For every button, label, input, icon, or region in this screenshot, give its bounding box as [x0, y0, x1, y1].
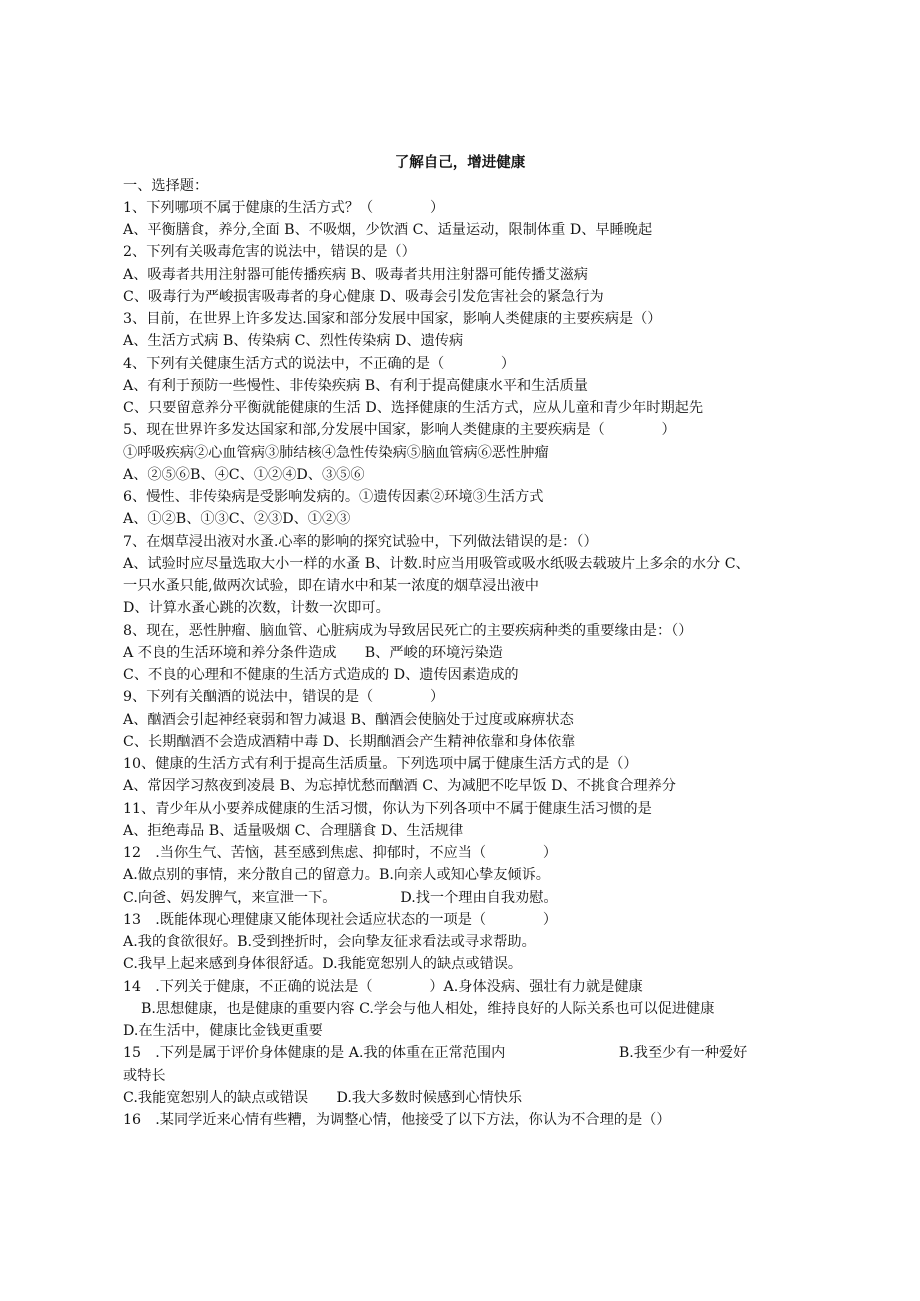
question-9-options-ab: A、酗酒会引起神经衰弱和智力减退 B、酗酒会使脑处于过度或麻痹状态: [123, 712, 574, 728]
question-14: 14 .下列关于健康，不正确的说法是（ ）A.身体没病、强壮有力就是健康: [123, 979, 643, 995]
question-13: 13 .既能体现心理健康又能体现社会适应状态的一项是（ ）: [123, 912, 558, 928]
question-15-options-cd: C.我能宽恕别人的缺点或错误 D.我大多数时候感到心情快乐: [123, 1090, 523, 1106]
question-2-options-cd: C、吸毒行为严峻损害吸毒者的身心健康 D、吸毒会引发危害社会的紧急行为: [123, 289, 604, 305]
question-12-options-ab: A.做点别的事情，来分散自己的留意力。B.向亲人或知心挚友倾诉。: [123, 867, 550, 883]
question-9: 9、下列有关酗酒的说法中，错误的是（ ）: [123, 689, 445, 705]
question-14-options-bc: B.思想健康，也是健康的重要内容 C.学会与他人相处，维持良好的人际关系也可以促进健康: [141, 1001, 715, 1017]
question-12-options-cd: C.向爸、妈发脾气，来宣泄一下。 D.找一个理由自我劝慰。: [123, 890, 558, 906]
question-13-options-ab: A.我的食欲很好。B.受到挫折时，会向挚友征求看法或寻求帮助。: [123, 934, 536, 950]
question-3-options: A、生活方式病 B、传染病 C、烈性传染病 D、遗传病: [123, 333, 464, 349]
question-2-options-ab: A、吸毒者共用注射器可能传播疾病 B、吸毒者共用注射器可能传播艾滋病: [123, 267, 588, 283]
question-4: 4、下列有关健康生活方式的说法中，不正确的是（ ）: [123, 356, 516, 372]
question-8-options-cd: C、不良的心理和不健康的生活方式造成的 D、遗传因素造成的: [123, 667, 519, 683]
question-3: 3、目前，在世界上许多发达.国家和部分发展中国家，影响人类健康的主要疾病是（）: [123, 311, 662, 327]
document-title: 了解自己，增进健康: [394, 155, 526, 171]
question-6-options: A、①②B、①③C、②③D、①②③: [123, 511, 351, 527]
question-1-options: A、平衡膳食，养分,全面 B、不吸烟，少饮酒 C、适量运动，限制体重 D、早睡晚起: [123, 222, 653, 238]
question-7-options-c: 一只水蚤只能,做两次试验，即在请水中和某一浓度的烟草浸出液中: [123, 578, 539, 594]
question-14-options-d: D.在生活中，健康比金钱更重要: [123, 1023, 323, 1039]
question-15: 15 .下列是属于评价身体健康的是 A.我的体重在正常范围内 B.我至少有一种爱好: [123, 1045, 748, 1061]
question-9-options-cd: C、长期酗酒不会造成酒精中毒 D、长期酗酒会产生精神依靠和身体依靠: [123, 734, 576, 750]
question-10-options: A、常因学习熬夜到凌晨 B、为忘掉忧愁而酗酒 C、为减肥不吃早饭 D、不挑食合理养分: [123, 778, 676, 794]
question-15-continued: 或特长: [123, 1068, 166, 1084]
question-7-options-ab: A、试验时应尽量选取大小一样的水蚤 B、计数.时应当用吸管或吸水纸吸去载玻片上多余的水分 C、: [123, 556, 750, 572]
question-11-options: A、拒绝毒品 B、适量吸烟 C、合理膳食 D、生活规律: [123, 823, 464, 839]
question-8-options-ab: A 不良的生活环境和养分条件造成 B、严峻的环境污染造: [123, 645, 503, 661]
section-heading: 一、选择题：: [123, 178, 209, 194]
question-2: 2、下列有关吸毒危害的说法中，错误的是（）: [123, 244, 416, 260]
question-5: 5、现在世界许多发达国家和部,分发展中国家，影响人类健康的主要疾病是（ ）: [123, 422, 676, 438]
question-12: 12 .当你生气、苦恼，甚至感到焦虑、抑郁时，不应当（ ）: [123, 845, 558, 861]
question-7-options-d: D、计算水蚤心跳的次数，计数一次即可。: [123, 600, 390, 616]
question-11: 11、青少年从小要养成健康的生活习惯，你认为下列各项中不属于健康生活习惯的是: [123, 801, 652, 817]
question-4-options-ab: A、有利于预防一些慢性、非传染疾病 B、有利于提高健康水平和生活质量: [123, 378, 588, 394]
question-10: 10、健康的生活方式有利于提高生活质量。下列选项中属于健康生活方式的是（）: [123, 756, 638, 772]
question-16: 16 .某同学近来心情有些糟，为调整心情，他接受了以下方法，你认为不合理的是（）: [123, 1112, 671, 1128]
question-8: 8、现在，恶性肿瘤、脑血管、心脏病成为导致居民死亡的主要疾病种类的重要缘由是：（）: [123, 623, 693, 639]
question-1: 1、下列哪项不属于健康的生活方式？（ ）: [123, 200, 445, 216]
question-7: 7、在烟草浸出液对水蚤.心率的影响的探究试验中，下列做法错误的是：（）: [123, 534, 598, 550]
question-13-options-cd: C.我早上起来感到身体很舒适。D.我能宽恕别人的缺点或错误。: [123, 956, 523, 972]
question-6: 6、慢性、非传染病是受影响发病的。①遗传因素②环境③生活方式: [123, 489, 544, 505]
question-5-items: ①呼吸疾病②心血管病③肺结核④急性传染病⑤脑血管病⑥恶性肿瘤: [123, 445, 549, 461]
question-5-options: A、②⑤⑥B、④C、①②④D、③⑤⑥: [123, 467, 365, 483]
question-4-options-cd: C、只要留意养分平衡就能健康的生活 D、选择健康的生活方式，应从儿童和青少年时期起先: [123, 400, 704, 416]
